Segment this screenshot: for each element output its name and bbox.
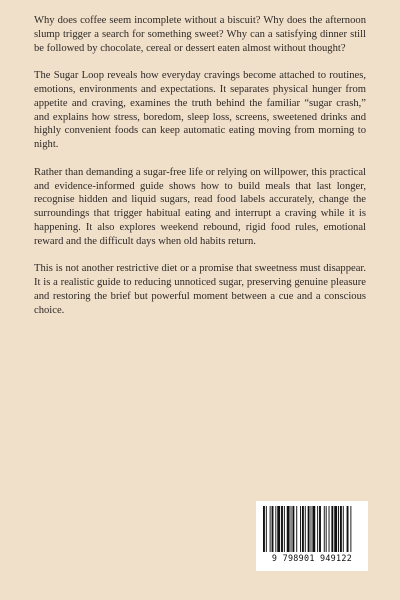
barcode-bar bbox=[338, 506, 339, 552]
barcode-bar bbox=[284, 506, 285, 552]
barcode-bar bbox=[324, 506, 325, 552]
barcode-bar bbox=[305, 506, 306, 552]
isbn-digits: 9 798901 949122 bbox=[271, 553, 353, 563]
barcode-bar bbox=[317, 506, 318, 552]
barcode-bar bbox=[281, 506, 283, 552]
barcode-bar bbox=[334, 506, 337, 552]
barcode-bar bbox=[266, 506, 267, 552]
back-cover-blurb bbox=[34, 14, 366, 331]
barcode-bar bbox=[263, 506, 265, 552]
barcode-bar bbox=[311, 506, 312, 552]
barcode-bar bbox=[343, 506, 344, 552]
barcode-bar bbox=[350, 506, 351, 552]
barcode-bar bbox=[275, 506, 276, 552]
barcode-bar bbox=[296, 506, 297, 552]
blurb-paragraph-2: The Sugar Loop reveals how everyday cravings become attached to routines, emotions, environments and expectations. It separates physical hunger from appetite and craving, examines the truth behind the familiar “sugar crash,” and explains how stress, boredom, sleep loss, screens, sweetened drinks and highly convenient foods can keep automatic eating moving from morning to night. bbox=[34, 70, 366, 151]
barcode-bar bbox=[340, 506, 342, 552]
barcode-bar bbox=[292, 506, 294, 552]
barcode-bar bbox=[272, 506, 274, 552]
blurb-paragraph-1: Why does coffee seem incomplete without a biscuit? Why does the afternoon slump trigger a search for something sweet? Why can a satisfying dinner still be followed by chocolate, cereal or dessert eaten almost without thought? bbox=[34, 15, 366, 54]
barcode-bar bbox=[331, 506, 333, 552]
barcode-bar bbox=[302, 506, 304, 552]
barcode-bar bbox=[287, 506, 290, 552]
barcode-bar bbox=[319, 506, 321, 552]
blurb-paragraph-3: Rather than demanding a sugar-free life or relying on willpower, this practical and evidence-informed guide shows how to build meals that last longer, recognise hidden and liquid sugars, read food labels accurately, change the surroundings that trigger habitual eating and interrupt a craving while it is happening. It also explores weekend rebound, rigid food rules, emotional reward and the difficult days when old habits return. bbox=[34, 166, 366, 247]
barcode-bar bbox=[291, 506, 292, 552]
barcode-bar bbox=[347, 506, 349, 552]
barcode-bars bbox=[262, 506, 362, 552]
barcode-bar bbox=[308, 506, 310, 552]
barcode-bar bbox=[329, 506, 330, 552]
barcode-bar bbox=[312, 506, 315, 552]
blurb-paragraph-4: This is not another restrictive diet or a promise that sweetness must disappear. It is a realistic guide to reducing unnoticed sugar, preserving genuine pleasure and restoring the brief but powerful moment between a cue and a conscious choice. bbox=[34, 263, 366, 316]
isbn-barcode bbox=[256, 501, 368, 571]
barcode-bar bbox=[270, 506, 271, 552]
barcode-bar bbox=[277, 506, 280, 552]
barcode-bar bbox=[326, 506, 327, 552]
barcode-bar bbox=[300, 506, 301, 552]
